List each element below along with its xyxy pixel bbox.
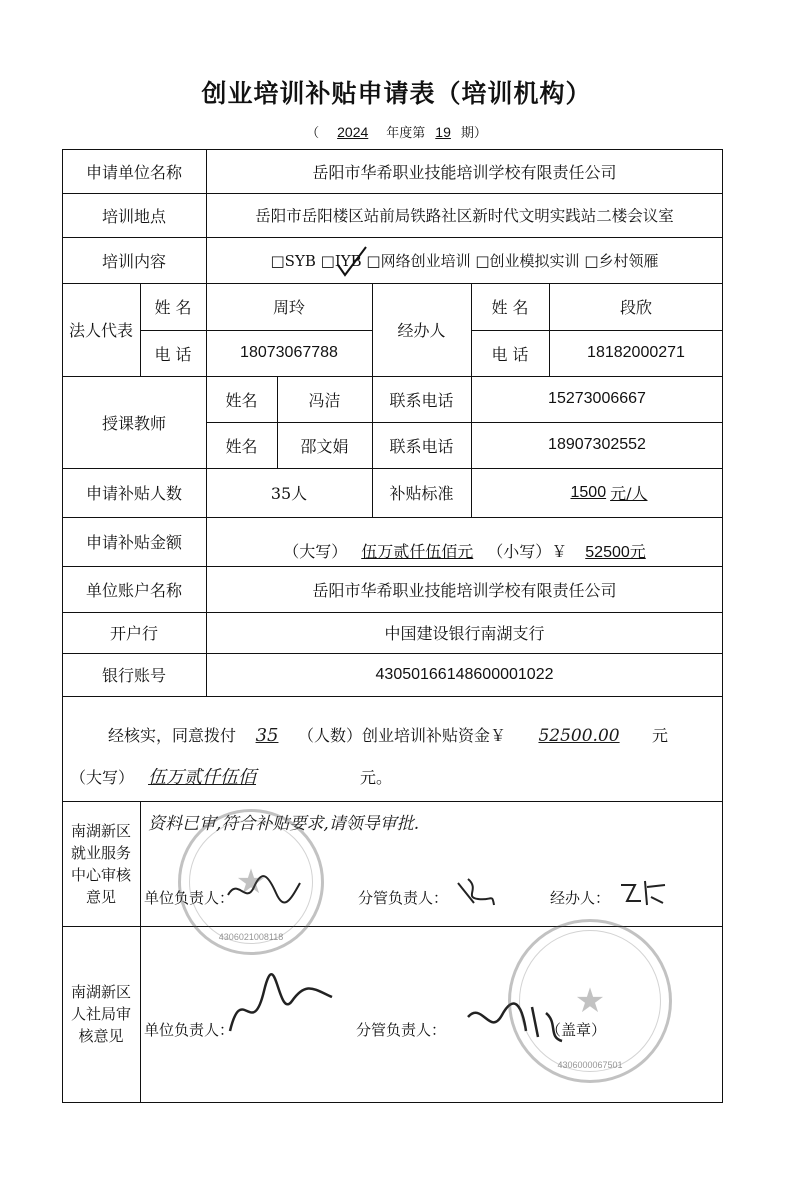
teacher-1-phone-label: 联系电话 bbox=[389, 390, 454, 410]
teacher-1-phone: 15273006667 bbox=[548, 390, 646, 407]
handler-name-label: 姓 名 bbox=[491, 298, 529, 317]
period-issue-suffix: 期） bbox=[460, 126, 487, 141]
content-label: 培训内容 bbox=[101, 251, 166, 271]
stamp-1-number: 4306021008118 bbox=[218, 932, 284, 942]
handler-phone-label: 电 话 bbox=[491, 344, 529, 364]
verification-middle: （人数）创业培训补贴资金￥ bbox=[298, 726, 507, 745]
verification-amount: 52500.00 bbox=[538, 726, 620, 746]
amount-lower-label: （小写）￥ bbox=[487, 542, 568, 561]
period-open: （ bbox=[306, 126, 320, 141]
verification-count: 35 bbox=[255, 725, 279, 746]
verification-upper-suffix: 元。 bbox=[360, 768, 393, 787]
teacher-2-phone: 18907302552 bbox=[548, 436, 646, 453]
applicant-value: 岳阳市华希职业技能培训学校有限责任公司 bbox=[312, 162, 617, 182]
period-year: 2024 bbox=[337, 124, 369, 140]
signature-3-icon bbox=[617, 875, 669, 909]
amount-lower-value: 52500元 bbox=[585, 544, 646, 561]
legal-rep-label: 法人代表 bbox=[68, 321, 133, 340]
amount-upper-value: 伍万贰仟伍佰元 bbox=[361, 542, 474, 561]
legal-rep-phone-label: 电 话 bbox=[154, 344, 192, 364]
account-name-value: 岳阳市华希职业技能培训学校有限责任公司 bbox=[312, 580, 617, 600]
location-value: 岳阳市岳阳楼区站前局铁路社区新时代文明实践站二楼会议室 bbox=[255, 207, 674, 225]
legal-rep-name-label: 姓 名 bbox=[154, 298, 192, 317]
review2-deputy-label: 分管负责人： bbox=[356, 1021, 447, 1039]
stamp-2-icon: ★ 4306000067501 bbox=[508, 919, 672, 1083]
review1-comment: 资料已审,符合补贴要求,请领导审批. bbox=[148, 814, 420, 834]
review2-seal-label: （盖章） bbox=[546, 1021, 607, 1039]
review1-label: 南湖新区就业服务中心审核意见 bbox=[70, 821, 131, 906]
applicant-label: 申请单位名称 bbox=[85, 162, 182, 182]
teacher-1-name: 冯洁 bbox=[308, 390, 341, 410]
verification-suffix: 元 bbox=[652, 726, 669, 745]
teacher-2-name-label: 姓名 bbox=[225, 436, 258, 456]
teacher-2-phone-label: 联系电话 bbox=[389, 436, 454, 456]
review2-label: 南湖新区人社局审核意见 bbox=[70, 983, 131, 1045]
review1-handler-label: 经办人： bbox=[550, 889, 611, 907]
signature-4-icon bbox=[222, 971, 342, 1041]
period-year-suffix: 年度第 bbox=[386, 126, 426, 141]
standard-unit: 元/人 bbox=[610, 484, 648, 503]
verification-line-2 bbox=[70, 763, 392, 789]
bank-label: 开户行 bbox=[109, 624, 158, 643]
standard-cell bbox=[471, 468, 723, 517]
form-title: 创业培训补贴申请表（培训机构） bbox=[201, 79, 592, 108]
teacher-1-name-label: 姓名 bbox=[225, 390, 258, 410]
legal-rep-phone: 18073067788 bbox=[240, 344, 338, 361]
content-options: □SYB □IYB □网络创业培训 □创业模拟实训 □乡村领雁 bbox=[270, 251, 659, 270]
period-line bbox=[0, 122, 793, 141]
bank-value: 中国建设银行南湖支行 bbox=[384, 624, 545, 643]
signature-2-icon bbox=[454, 875, 498, 909]
location-label: 培训地点 bbox=[101, 206, 166, 226]
review1-unit-head-label: 单位负责人： bbox=[144, 889, 235, 907]
handler-name: 段欣 bbox=[619, 298, 652, 317]
review1-deputy-label: 分管负责人： bbox=[358, 889, 449, 907]
amount-label: 申请补贴金额 bbox=[85, 533, 182, 552]
checkmark-icon bbox=[336, 245, 370, 279]
amount-upper-label: （大写） bbox=[283, 542, 348, 561]
handler-label: 经办人 bbox=[397, 321, 446, 340]
legal-rep-name: 周玲 bbox=[272, 298, 305, 317]
verification-upper-value: 伍万贰仟伍佰 bbox=[148, 767, 257, 788]
verification-prefix: 经核实，同意拨付 bbox=[108, 726, 237, 745]
standard-label: 补贴标准 bbox=[389, 484, 454, 503]
stamp-2-number: 4306000067501 bbox=[557, 1060, 623, 1070]
verification-line-1 bbox=[108, 723, 668, 746]
account-no-value: 43050166148600001022 bbox=[375, 665, 554, 683]
stamp-1-icon: ★ 4306021008118 bbox=[178, 809, 324, 955]
account-name-label: 单位账户名称 bbox=[85, 580, 182, 600]
count-label: 申请补贴人数 bbox=[85, 484, 182, 503]
teacher-2-name: 邵文娟 bbox=[300, 436, 349, 456]
period-issue: 19 bbox=[435, 124, 451, 140]
teacher-label: 授课教师 bbox=[101, 413, 166, 433]
signature-5-icon bbox=[462, 997, 582, 1057]
verification-upper-label: （大写） bbox=[70, 768, 135, 787]
standard-value: 1500 bbox=[570, 483, 607, 501]
account-no-label: 银行账号 bbox=[101, 666, 166, 685]
signature-1-icon bbox=[224, 871, 304, 911]
review2-unit-head-label: 单位负责人： bbox=[144, 1021, 235, 1039]
handler-phone: 18182000271 bbox=[587, 344, 685, 361]
application-form bbox=[62, 149, 723, 1202]
amount-cell bbox=[206, 517, 723, 566]
count-value: 35人 bbox=[270, 484, 308, 503]
